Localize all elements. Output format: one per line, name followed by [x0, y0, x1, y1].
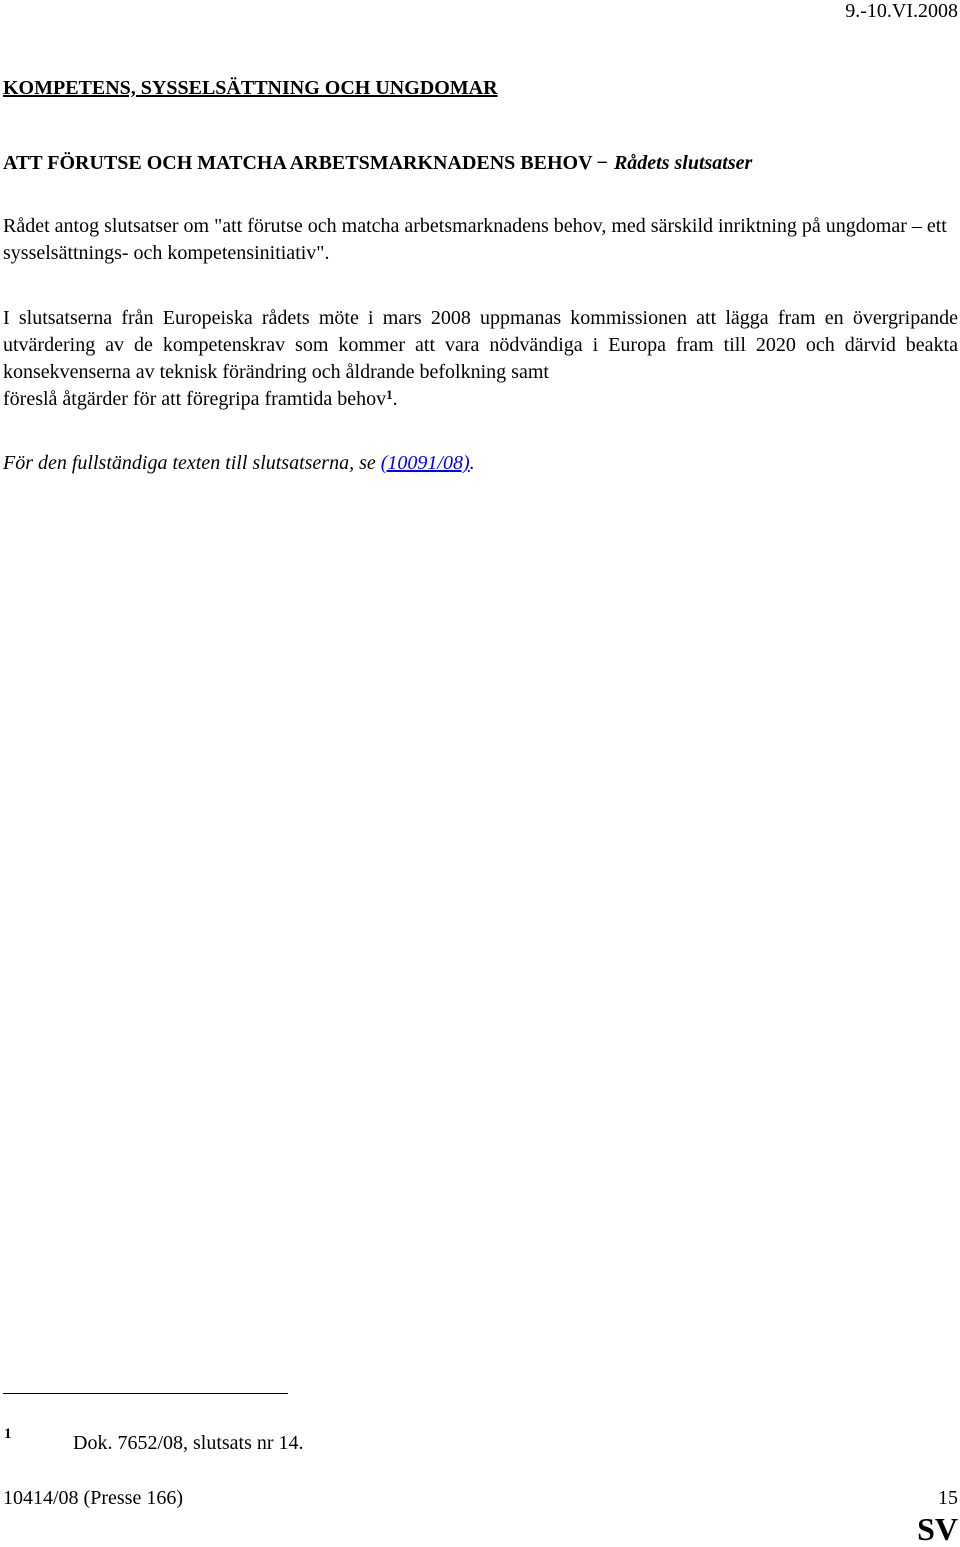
document-date: 9.-10.VI.2008 [845, 0, 958, 22]
footnote-divider [3, 1393, 288, 1394]
full-text-intro: För den fullständiga texten till slutsatserna, se [3, 452, 381, 474]
section-title: KOMPETENS, SYSSELSÄTTNING OCH UNGDOMAR [3, 77, 498, 99]
paragraph-adoption: Rådet antog slutsatser om "att förutse och matcha arbetsmarknadens behov, med särskild inriktning på ungdomar – ett sysselsättnings- och kompetensinitiativ". [3, 215, 947, 264]
topic-suffix: Rådets slutsatser [613, 152, 753, 174]
paragraph-european-council [3, 305, 958, 413]
footnote-marker: 1 [4, 1426, 12, 1442]
language-code: SV [917, 1511, 958, 1547]
document-link[interactable]: (10091/08) [380, 452, 470, 474]
paragraph-european-council-last-line [3, 386, 958, 413]
paragraph-full-text [3, 450, 475, 477]
topic-dash: − [596, 152, 608, 174]
topic-title [3, 151, 752, 175]
footnote-text: Dok. 7652/08, slutsats nr 14. [73, 1432, 304, 1454]
topic-title-text: ATT FÖRUTSE OCH MATCHA ARBETSMARKNADENS BEHOV [3, 152, 593, 174]
full-text-period: . [469, 452, 475, 474]
page-number: 15 [938, 1487, 958, 1509]
paragraph-european-council-period: . [392, 388, 398, 410]
paragraph-european-council-main: I slutsatserna från Europeiska rådets möte i mars 2008 uppmanas kommissionen att lägga fram en övergripande utvärdering av de kompetenskrav som kommer att vara nödvändiga i Europa fram till 2020 och därvid beakta konsekvenserna av teknisk förändring och åldrande befolkning samt [3, 307, 958, 383]
footnote-reference[interactable]: 1 [386, 387, 393, 402]
paragraph-european-council-end-text: föreslå åtgärder för att föregripa framtida behov [3, 388, 387, 410]
press-reference: 10414/08 (Presse 166) [3, 1487, 183, 1509]
